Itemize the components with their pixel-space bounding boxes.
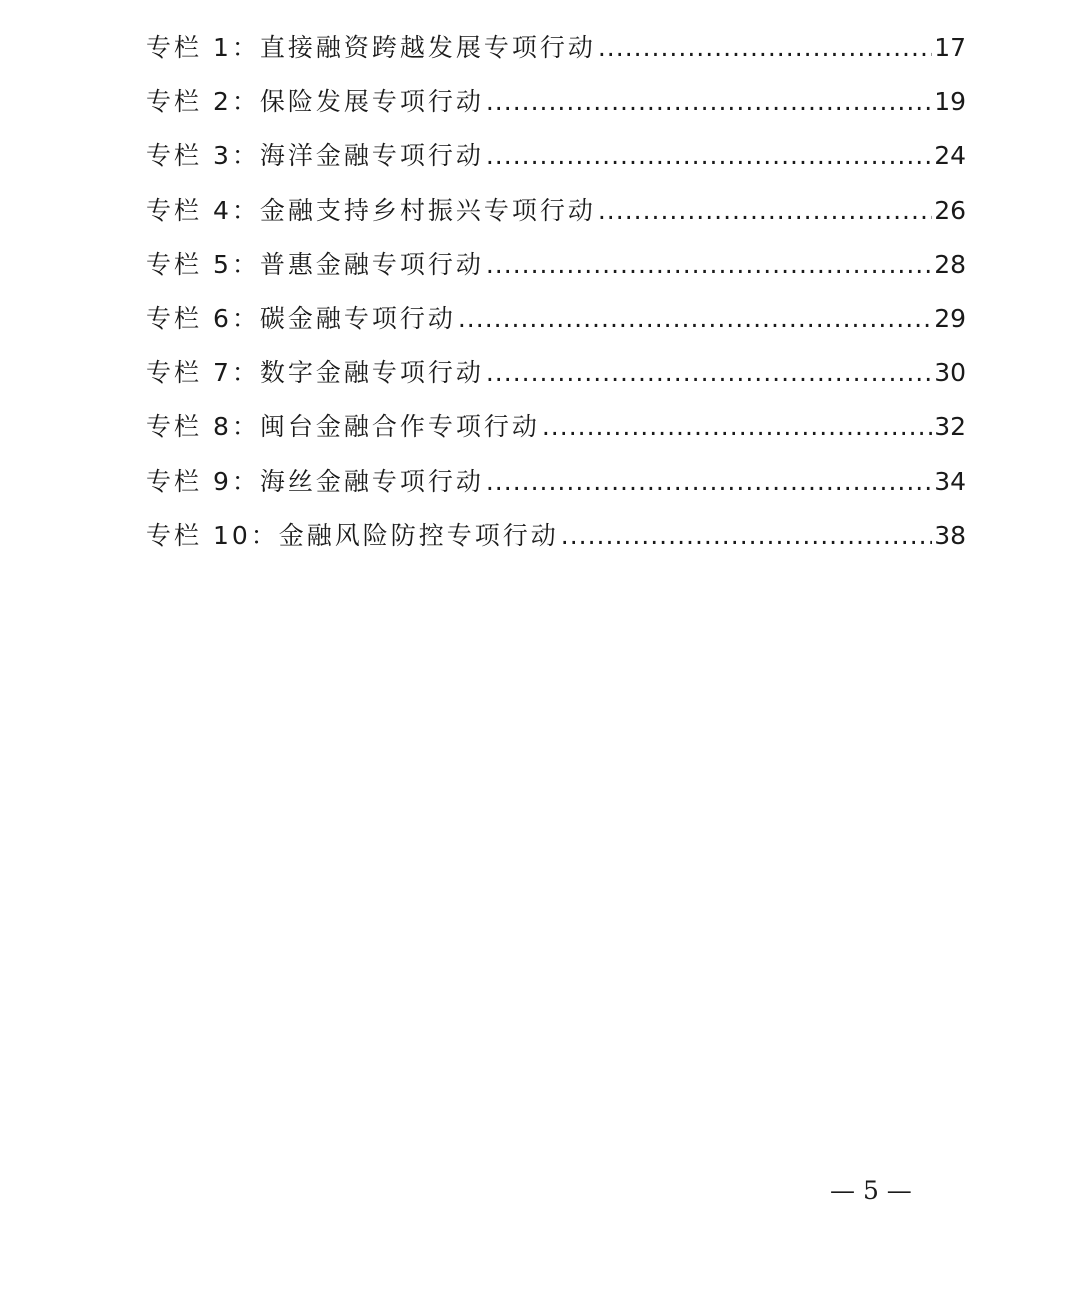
- toc-entry-page: 38: [934, 520, 966, 550]
- toc-entry[interactable]: [146, 407, 966, 461]
- toc-leader-dots: [561, 521, 932, 550]
- toc-entry-page: 24: [934, 141, 966, 171]
- toc-leader-dots: [598, 33, 932, 62]
- table-of-contents: [146, 28, 966, 570]
- toc-entry-page: 29: [934, 303, 966, 333]
- toc-entry-title: 专栏 6：碳金融专项行动: [146, 303, 456, 333]
- toc-entry-title: 专栏 2：保险发展专项行动: [146, 87, 484, 117]
- toc-entry-page: 26: [934, 195, 966, 225]
- toc-entry-title: 专栏 7：数字金融专项行动: [146, 358, 484, 388]
- toc-entry-page: 19: [934, 87, 966, 117]
- toc-leader-dots: [486, 358, 932, 387]
- toc-leader-dots: [458, 304, 932, 333]
- toc-entry[interactable]: [146, 136, 966, 190]
- toc-entry-title: 专栏 10：金融风险防控专项行动: [146, 520, 559, 550]
- toc-entry[interactable]: [146, 28, 966, 82]
- toc-entry[interactable]: [146, 245, 966, 299]
- toc-leader-dots: [598, 196, 932, 225]
- toc-entry[interactable]: [146, 191, 966, 245]
- toc-entry-page: 28: [934, 249, 966, 279]
- toc-leader-dots: [542, 412, 932, 441]
- toc-entry-title: 专栏 9：海丝金融专项行动: [146, 466, 484, 496]
- toc-entry[interactable]: [146, 462, 966, 516]
- toc-entry-page: 17: [934, 33, 966, 62]
- toc-entry[interactable]: [146, 82, 966, 136]
- toc-entry[interactable]: [146, 516, 966, 570]
- toc-entry-title: 专栏 1：直接融资跨越发展专项行动: [146, 33, 596, 62]
- toc-entry-title: 专栏 4：金融支持乡村振兴专项行动: [146, 195, 596, 225]
- toc-entry-page: 34: [934, 466, 966, 496]
- toc-leader-dots: [486, 250, 932, 279]
- toc-entry-page: 30: [934, 358, 966, 388]
- page-number: — 5 —: [830, 1176, 912, 1205]
- toc-entry-title: 专栏 3：海洋金融专项行动: [146, 141, 484, 171]
- toc-leader-dots: [486, 87, 932, 116]
- toc-entry[interactable]: [146, 353, 966, 407]
- toc-leader-dots: [486, 141, 932, 170]
- toc-entry-page: 32: [934, 412, 966, 442]
- toc-leader-dots: [486, 467, 932, 496]
- toc-entry-title: 专栏 5：普惠金融专项行动: [146, 249, 484, 279]
- toc-entry-title: 专栏 8：闽台金融合作专项行动: [146, 412, 540, 442]
- toc-entry[interactable]: [146, 299, 966, 353]
